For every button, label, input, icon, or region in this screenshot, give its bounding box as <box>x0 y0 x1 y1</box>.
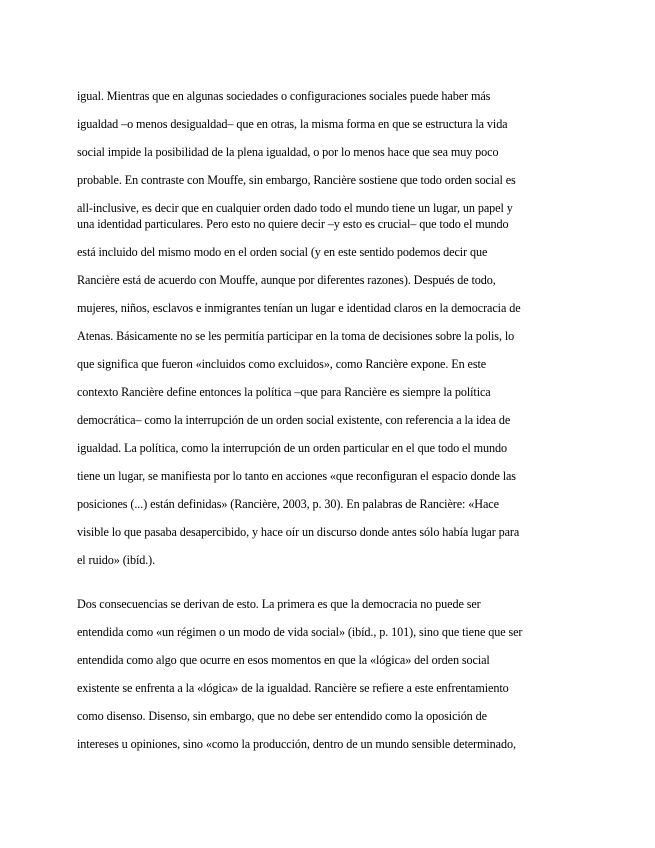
text-line: está incluido del mismo modo en el orden social (y en este sentido podemos decir que <box>77 245 488 259</box>
text-line: que significa que fueron «incluidos como excluidos», como Rancière expone. En este <box>77 357 487 371</box>
text-line: el ruido» (ibíd.). <box>77 553 156 567</box>
text-line: entendida como algo que ocurre en esos momentos en que la «lógica» del orden social <box>77 653 490 667</box>
text-line: mujeres, niños, esclavos e inmigrantes tenían un lugar e identidad claros en la democracia de <box>77 301 521 315</box>
text-line: existente se enfrenta a la «lógica» de la igualdad. Rancière se refiere a este enfrentamiento <box>77 681 509 695</box>
text-line: igualdad –o menos desigualdad– que en otras, la misma forma en que se estructura la vida <box>77 117 508 131</box>
text-line: Atenas. Básicamente no se les permitía participar en la toma de decisiones sobre la polis, lo <box>77 329 515 343</box>
text-line: entendida como «un régimen o un modo de vida social» (ibíd., p. 101), sino que tiene que ser <box>77 625 523 639</box>
text-line: igual. Mientras que en algunas sociedades o configuraciones sociales puede haber más <box>77 89 491 103</box>
text-line: Rancière está de acuerdo con Mouffe, aunque por diferentes razones). Después de todo, <box>77 273 496 287</box>
text-line: igualdad. La política, como la interrupción de un orden particular en el que todo el mundo <box>77 441 507 455</box>
text-line: visible lo que pasaba desapercibido, y hace oír un discurso donde antes sólo había lugar para <box>77 525 520 539</box>
text-line: contexto Rancière define entonces la política –que para Rancière es siempre la política <box>77 385 491 399</box>
text-line: Dos consecuencias se derivan de esto. La primera es que la democracia no puede ser <box>77 597 481 611</box>
text-line: tiene un lugar, se manifiesta por lo tanto en acciones «que reconfiguran el espacio donde las <box>77 469 516 483</box>
text-line: como disenso. Disenso, sin embargo, que no debe ser entendido como la oposición de <box>77 709 487 723</box>
text-line: intereses u opiniones, sino «como la producción, dentro de un mundo sensible determinado, <box>77 737 516 751</box>
text-line: democrática– como la interrupción de un orden social existente, con referencia a la idea de <box>77 413 511 427</box>
text-line: all-inclusive, es decir que en cualquier orden dado todo el mundo tiene un lugar, un papel y <box>77 201 513 215</box>
text-line: probable. En contraste con Mouffe, sin embargo, Rancière sostiene que todo orden social es <box>77 173 516 187</box>
text-line: una identidad particulares. Pero esto no quiere decir –y esto es crucial– que todo el mundo <box>77 217 509 231</box>
text-line: posiciones (...) están definidas» (Rancière, 2003, p. 30). En palabras de Rancière: «Hace <box>77 497 499 511</box>
text-line: social impide la posibilidad de la plena igualdad, o por lo menos hace que sea muy poco <box>77 145 499 159</box>
